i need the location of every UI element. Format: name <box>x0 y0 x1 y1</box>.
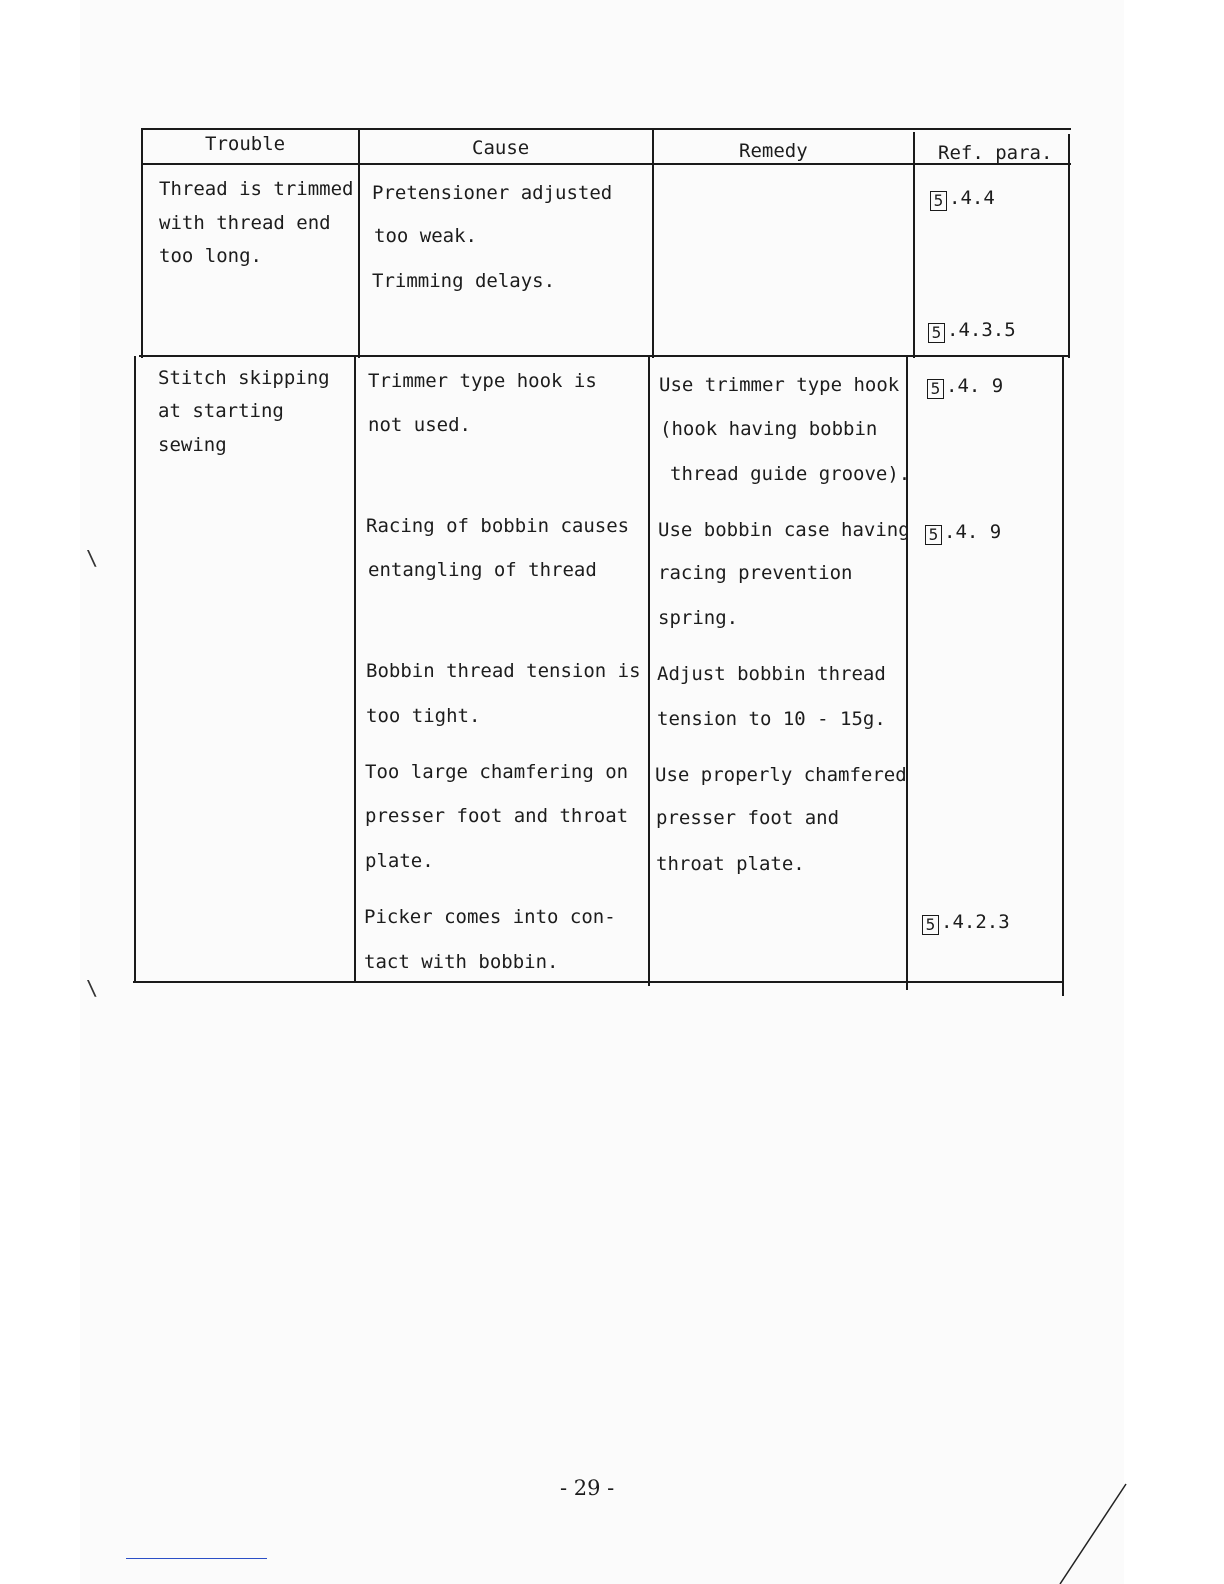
remedy-text: thread guide groove). <box>670 463 911 485</box>
table-border-right-lower <box>1062 356 1064 996</box>
margin-mark: \ <box>86 546 99 570</box>
cause-text: presser foot and throat <box>365 805 629 827</box>
column-divider-1-lower <box>354 356 356 983</box>
cause-text: Racing of bobbin causes <box>366 515 630 537</box>
cause-text: Picker comes into con- <box>364 906 616 928</box>
column-divider-2-lower <box>648 356 650 986</box>
header-remedy: Remedy <box>739 140 808 162</box>
document-page <box>80 0 1124 1584</box>
remedy-text: presser foot and <box>656 807 840 829</box>
trouble-text: Stitch skipping <box>158 367 330 389</box>
table-border-top <box>143 128 1071 130</box>
column-divider-1 <box>358 128 360 358</box>
section-box: 5 <box>928 323 945 343</box>
section-box: 5 <box>927 379 944 399</box>
ref-number: .4. 9 <box>946 375 1004 397</box>
remedy-text: Adjust bobbin thread <box>657 663 886 685</box>
table-border-bottom <box>133 981 1063 983</box>
remedy-text: (hook having bobbin <box>660 418 878 440</box>
remedy-text: Use properly chamfered <box>655 764 907 786</box>
column-divider-2 <box>652 130 654 358</box>
ref-number: .4.2.3 <box>941 911 1010 933</box>
ref-para <box>927 375 1003 399</box>
ref-para <box>925 521 1001 545</box>
remedy-text: tension to 10 - 15g. <box>657 708 886 730</box>
cause-text: too tight. <box>366 705 481 727</box>
trouble-text: at starting <box>158 400 284 422</box>
cause-text: entangling of thread <box>368 559 597 581</box>
ref-number: .4.3.5 <box>947 319 1016 341</box>
ref-para <box>930 187 995 211</box>
trouble-text: with thread end <box>159 212 331 234</box>
cause-text: Trimmer type hook is <box>368 370 597 392</box>
remedy-text: racing prevention <box>658 562 853 584</box>
trouble-text: Thread is trimmed <box>159 178 354 200</box>
scan-artifact-diagonal-line <box>1050 1480 1130 1584</box>
header-divider <box>143 163 1071 165</box>
cause-text: Bobbin thread tension is <box>366 660 641 682</box>
ref-para <box>928 319 1016 343</box>
cause-text: too weak. <box>374 225 477 247</box>
cause-text: not used. <box>368 414 471 436</box>
trouble-text: too long. <box>159 245 262 267</box>
ref-number: .4. 9 <box>944 521 1002 543</box>
cause-text: tact with bobbin. <box>364 951 559 973</box>
table-border-left-lower <box>134 356 136 983</box>
header-ref-para: Ref. para. <box>938 142 1053 164</box>
header-cause: Cause <box>472 137 530 159</box>
section-box: 5 <box>930 191 947 211</box>
row-divider <box>139 355 1069 357</box>
remedy-text: Use bobbin case having <box>658 519 910 541</box>
margin-mark: \ <box>86 976 99 1000</box>
cause-text: Too large chamfering on <box>365 761 629 783</box>
remedy-text: spring. <box>658 607 739 629</box>
scan-artifact-blue-line <box>126 1558 267 1559</box>
section-box: 5 <box>922 915 939 935</box>
cause-text: Pretensioner adjusted <box>372 182 613 204</box>
ref-para <box>922 911 1010 935</box>
remedy-text: throat plate. <box>656 853 805 875</box>
header-trouble: Trouble <box>205 133 286 155</box>
section-box: 5 <box>925 525 942 545</box>
table-border-left <box>141 128 143 358</box>
column-divider-3-lower <box>906 356 908 990</box>
column-divider-3 <box>913 132 915 358</box>
page-number: - 29 - <box>560 1476 615 1500</box>
cause-text: plate. <box>365 850 434 872</box>
remedy-text: Use trimmer type hook <box>659 374 900 396</box>
ref-number: .4.4 <box>949 187 995 209</box>
cause-text: Trimming delays. <box>372 270 556 292</box>
trouble-text: sewing <box>158 434 227 456</box>
table-border-right <box>1068 134 1070 358</box>
